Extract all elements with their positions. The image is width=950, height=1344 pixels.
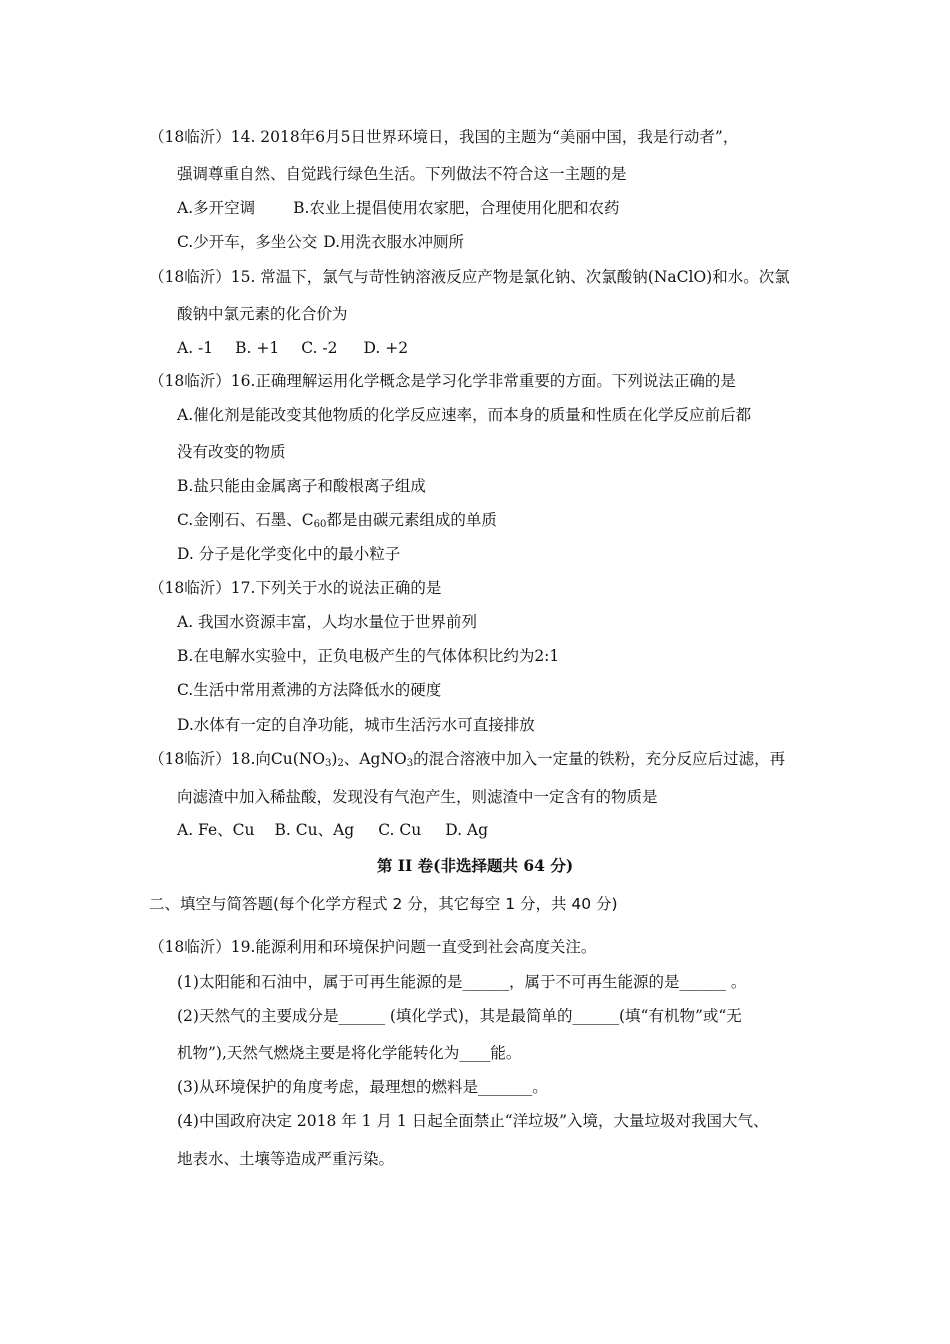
- q18-stem-line2: 向滤渣中加入稀盐酸，发现没有气泡产生，则滤渣中一定含有的物质是: [177, 788, 658, 806]
- q19-part1: (1)太阳能和石油中，属于可再生能源的是______，属于不可再生能源的是______ 。: [177, 973, 747, 991]
- q14-stem-line1: （18临沂）14. 2018年6月5日世界环境日，我国的主题为“美丽中国，我是行动者”，: [149, 128, 739, 146]
- q15-option-a: A. -1: [177, 339, 214, 357]
- q14-option-a: A.多开空调: [177, 199, 256, 217]
- q14-options-row1: [177, 197, 619, 219]
- q16-option-c-post: 都是由碳元素组成的单质: [326, 511, 497, 529]
- q18-option-b: B. Cu、Ag: [274, 821, 355, 839]
- q18-sub2: 2: [337, 758, 344, 769]
- q18-options: [177, 819, 488, 841]
- q18-option-a: A. Fe、Cu: [177, 821, 255, 839]
- q14-stem-line2: 强调尊重自然、自觉践行绿色生活。下列做法不符合这一主题的是: [177, 165, 627, 183]
- q16-option-c-pre: C.金刚石、石墨、C: [177, 511, 314, 529]
- q18-stem-b: ): [331, 750, 338, 768]
- q16-option-b: B.盐只能由金属离子和酸根离子组成: [177, 477, 426, 495]
- q14-options-row2: [177, 231, 464, 253]
- q18-sub3: 3: [406, 758, 414, 769]
- q17-option-b: B.在电解水实验中，正负电极产生的气体体积比约为2:1: [177, 647, 560, 665]
- q19-part4-line1: (4)中国政府决定 2018 年 1 月 1 日起全面禁止“洋垃圾”入境，大量垃圾对我国大气、: [177, 1112, 769, 1130]
- q16-option-c: [177, 509, 497, 531]
- q14-option-c: C.少开车，多坐公交: [177, 233, 318, 251]
- q17-option-a: A. 我国水资源丰富，人均水量位于世界前列: [177, 613, 478, 631]
- q18-option-d: D. Ag: [445, 821, 489, 839]
- q19-part2-line1: (2)天然气的主要成分是______ (填化学式)，其是最简单的______(填“有机物”或“无: [177, 1007, 742, 1025]
- q16-option-a-line2: 没有改变的物质: [177, 443, 286, 461]
- q14-option-b: B.农业上提倡使用农家肥，合理使用化肥和农药: [293, 199, 620, 217]
- part2-title: 第 II 卷(非选择题共 64 分): [376, 856, 574, 875]
- q16-option-c-sub: 60: [313, 519, 327, 530]
- q16-option-a-line1: A.催化剂是能改变其他物质的化学反应速率，而本身的质量和性质在化学反应前后都: [177, 406, 752, 424]
- q18-stem-d: 的混合溶液中加入一定量的铁粉，充分反应后过滤，再: [413, 750, 786, 768]
- q14-option-d: D.用洗衣服水冲厕所: [323, 233, 465, 251]
- q17-stem: （18临沂）17.下列关于水的说法正确的是: [149, 579, 442, 597]
- q15-stem-line1: （18临沂）15. 常温下，氯气与苛性钠溶液反应产物是氯化钠、次氯酸钠(NaClO)和水。次氯: [149, 268, 790, 286]
- q18-stem-a: （18临沂）18.向Cu(NO: [149, 750, 326, 768]
- q19-part2-line2: 机物”),天然气燃烧主要是将化学能转化为____能。: [177, 1044, 522, 1062]
- q15-option-b: B. +1: [235, 339, 280, 357]
- q15-options: [177, 337, 408, 359]
- q17-option-d: D.水体有一定的自净功能，城市生活污水可直接排放: [177, 716, 535, 734]
- q18-stem-c: 、AgNO: [343, 750, 407, 768]
- q17-option-c: C.生活中常用煮沸的方法降低水的硬度: [177, 681, 442, 699]
- q15-option-c: C. -2: [301, 339, 338, 357]
- q16-option-d: D. 分子是化学变化中的最小粒子: [177, 545, 401, 563]
- q18-stem-line1: [149, 748, 785, 770]
- q19-part3: (3)从环境保护的角度考虑，最理想的燃料是_______。: [177, 1078, 548, 1096]
- q18-option-c: C. Cu: [378, 821, 422, 839]
- q15-option-d: D. +2: [363, 339, 409, 357]
- q18-sub1: 3: [325, 758, 332, 769]
- q19-part4-line2: 地表水、土壤等造成严重污染。: [177, 1150, 395, 1168]
- q19-stem: （18临沂）19.能源利用和环境保护问题一直受到社会高度关注。: [149, 938, 597, 956]
- section2-title: 二、填空与简答题(每个化学方程式 2 分，其它每空 1 分，共 40 分): [149, 895, 618, 913]
- q15-stem-line2: 酸钠中氯元素的化合价为: [177, 305, 348, 323]
- q16-stem: （18临沂）16.正确理解运用化学概念是学习化学非常重要的方面。下列说法正确的是: [149, 372, 736, 390]
